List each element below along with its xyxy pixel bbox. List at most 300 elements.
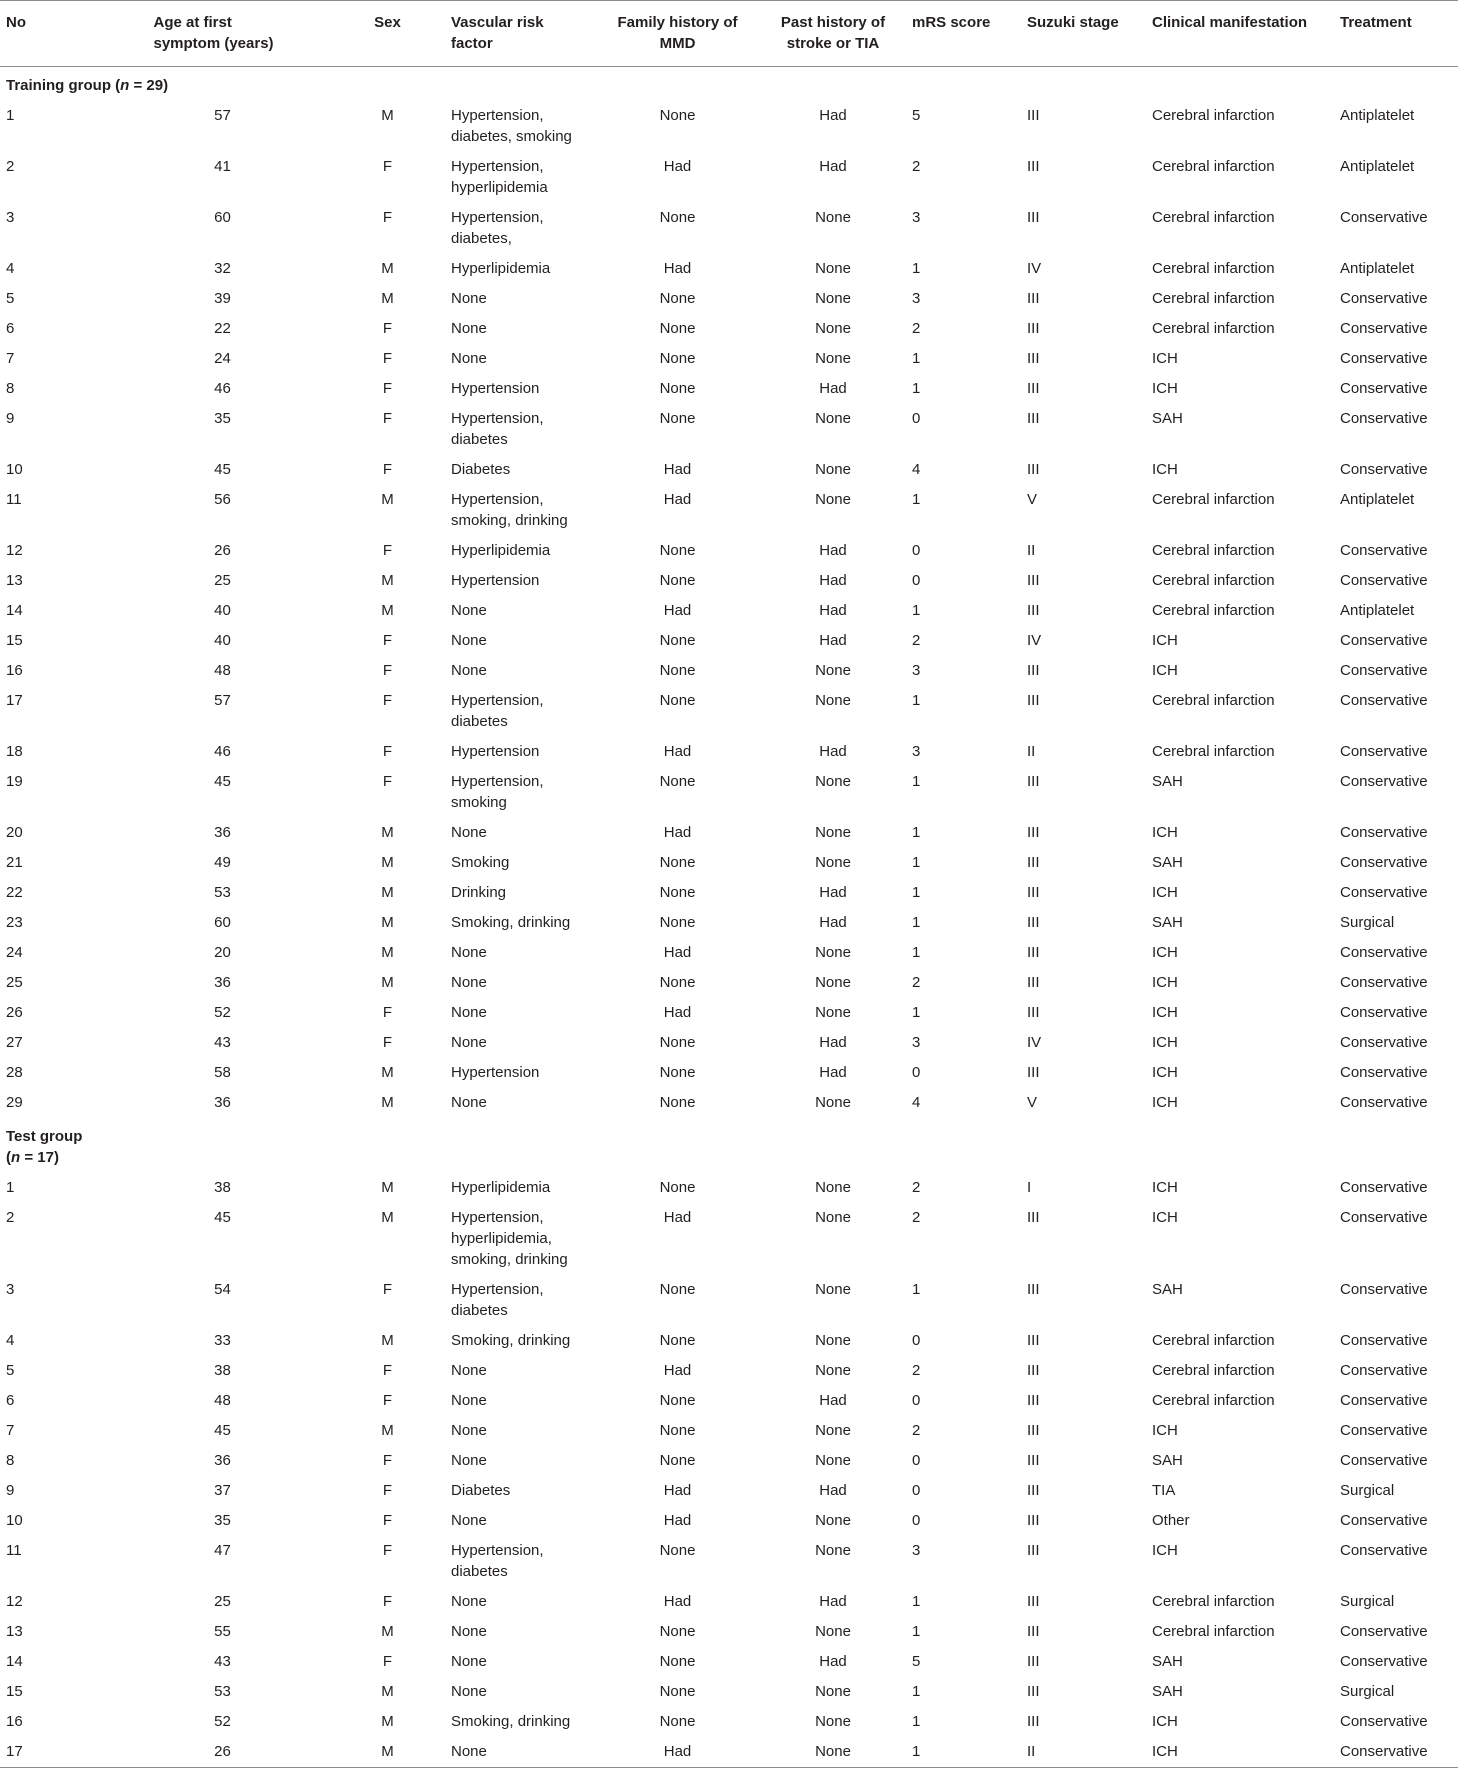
header-age-text: Age at first symptom (years)	[153, 14, 274, 52]
group-row-training	[0, 67, 1458, 102]
cell-treatment: Conservative	[1340, 410, 1428, 427]
cell-mrs: 1	[912, 1004, 921, 1021]
cell-suzuki: III	[1027, 1653, 1040, 1670]
cell-past-history: None	[815, 944, 851, 961]
cell-family-history: None	[659, 884, 696, 901]
table-row	[0, 455, 1458, 485]
cell-family-history: None	[659, 1034, 696, 1051]
cell-family-history: None	[659, 410, 696, 427]
cell-clinical: ICH	[1152, 944, 1178, 961]
table-row	[0, 626, 1458, 656]
cell-suzuki: III	[1027, 1004, 1040, 1021]
cell-suzuki: III	[1027, 824, 1040, 841]
cell-no: 14	[6, 602, 23, 619]
cell-mrs: 0	[912, 1512, 921, 1529]
cell-clinical: ICH	[1152, 1209, 1178, 1226]
cell-vascular-risk: None	[451, 824, 487, 841]
cell-past-history: None	[815, 1542, 851, 1559]
table-row	[0, 1506, 1458, 1536]
table-row	[0, 566, 1458, 596]
cell-age: 55	[214, 1623, 231, 1640]
cell-clinical: ICH	[1152, 1713, 1178, 1730]
cell-sex: F	[382, 380, 393, 397]
cell-family-history: Had	[663, 158, 692, 175]
cell-past-history: None	[815, 1713, 851, 1730]
cell-sex: M	[381, 1713, 394, 1730]
table-row	[0, 485, 1458, 536]
table-row	[0, 1356, 1458, 1386]
cell-mrs: 0	[912, 1482, 921, 1499]
cell-vascular-risk: Hyperlipidemia	[451, 542, 551, 559]
cell-treatment: Conservative	[1340, 461, 1428, 478]
header-no: No	[6, 14, 26, 31]
cell-sex: M	[381, 914, 394, 931]
table-row	[0, 1326, 1458, 1356]
cell-vascular-risk: Hypertension, hyperlipidemia, smoking, drinking	[451, 1209, 568, 1268]
cell-no: 3	[6, 209, 15, 226]
cell-past-history: None	[815, 260, 851, 277]
cell-clinical: Cerebral infarction	[1152, 572, 1275, 589]
cell-suzuki: III	[1027, 320, 1040, 337]
cell-past-history: None	[815, 1094, 851, 1111]
cell-mrs: 1	[912, 824, 921, 841]
cell-past-history: None	[815, 461, 851, 478]
cell-age: 38	[214, 1362, 231, 1379]
cell-clinical: Cerebral infarction	[1152, 1362, 1275, 1379]
cell-clinical: Cerebral infarction	[1152, 290, 1275, 307]
cell-age: 56	[214, 491, 231, 508]
cell-sex: F	[382, 1512, 393, 1529]
cell-sex: F	[382, 320, 393, 337]
cell-treatment: Surgical	[1340, 1593, 1395, 1610]
cell-sex: M	[381, 1623, 394, 1640]
cell-sex: M	[381, 884, 394, 901]
table-body	[0, 67, 1458, 1768]
cell-family-history: None	[659, 542, 696, 559]
cell-mrs: 1	[912, 1743, 921, 1760]
cell-vascular-risk: Hypertension, diabetes	[451, 410, 544, 448]
cell-sex: F	[382, 662, 393, 679]
cell-no: 26	[6, 1004, 23, 1021]
cell-suzuki: III	[1027, 884, 1040, 901]
cell-past-history: None	[815, 1683, 851, 1700]
cell-sex: F	[382, 1542, 393, 1559]
cell-age: 43	[214, 1653, 231, 1670]
cell-age: 43	[214, 1034, 231, 1051]
cell-suzuki: III	[1027, 1623, 1040, 1640]
header-suzuki: Suzuki stage	[1027, 14, 1119, 31]
cell-vascular-risk: Hypertension, smoking	[451, 773, 544, 811]
cell-family-history: Had	[663, 1512, 692, 1529]
cell-sex: M	[381, 1422, 394, 1439]
cell-family-history: None	[659, 320, 696, 337]
cell-vascular-risk: Hypertension, diabetes, smoking	[451, 107, 572, 145]
cell-family-history: None	[659, 350, 696, 367]
cell-age: 41	[214, 158, 231, 175]
cell-mrs: 2	[912, 320, 921, 337]
cell-past-history: None	[815, 773, 851, 790]
cell-family-history: Had	[663, 1004, 692, 1021]
cell-family-history: None	[659, 1094, 696, 1111]
cell-sex: M	[381, 1683, 394, 1700]
cell-past-history: None	[815, 350, 851, 367]
cell-vascular-risk: Drinking	[451, 884, 507, 901]
cell-age: 26	[214, 1743, 231, 1760]
table-row	[0, 101, 1458, 152]
cell-past-history: Had	[819, 380, 847, 397]
cell-treatment: Conservative	[1340, 1743, 1428, 1760]
cell-suzuki: III	[1027, 410, 1040, 427]
cell-suzuki: III	[1027, 944, 1040, 961]
cell-age: 39	[214, 290, 231, 307]
cell-family-history: None	[659, 380, 696, 397]
training-group-label	[0, 67, 1458, 102]
cell-mrs: 1	[912, 884, 921, 901]
table-row	[0, 1707, 1458, 1737]
cell-vascular-risk: None	[451, 602, 487, 619]
cell-no: 21	[6, 854, 23, 871]
table-row	[0, 1647, 1458, 1677]
cell-sex: F	[382, 1281, 393, 1298]
cell-clinical: ICH	[1152, 380, 1178, 397]
cell-age: 60	[214, 209, 231, 226]
cell-mrs: 4	[912, 1094, 921, 1111]
table-row	[0, 374, 1458, 404]
cell-suzuki: III	[1027, 1713, 1040, 1730]
cell-age: 25	[214, 1593, 231, 1610]
cell-clinical: ICH	[1152, 974, 1178, 991]
cell-past-history: Had	[819, 602, 847, 619]
cell-suzuki: V	[1027, 1094, 1038, 1111]
cell-vascular-risk: Diabetes	[451, 1482, 511, 1499]
cell-treatment: Conservative	[1340, 662, 1428, 679]
cell-treatment: Conservative	[1340, 824, 1428, 841]
cell-no: 15	[6, 632, 23, 649]
cell-vascular-risk: None	[451, 1623, 487, 1640]
cell-treatment: Antiplatelet	[1340, 602, 1415, 619]
cell-suzuki: III	[1027, 209, 1040, 226]
cell-sex: F	[382, 1392, 393, 1409]
cell-clinical: Cerebral infarction	[1152, 602, 1275, 619]
cell-treatment: Conservative	[1340, 1512, 1428, 1529]
cell-treatment: Antiplatelet	[1340, 107, 1415, 124]
cell-past-history: None	[815, 1362, 851, 1379]
table-row	[0, 536, 1458, 566]
cell-age: 48	[214, 662, 231, 679]
cell-vascular-risk: None	[451, 1683, 487, 1700]
cell-past-history: None	[815, 1623, 851, 1640]
cell-clinical: Cerebral infarction	[1152, 209, 1275, 226]
table-row	[0, 1677, 1458, 1707]
cell-treatment: Conservative	[1340, 743, 1428, 760]
cell-age: 38	[214, 1179, 231, 1196]
cell-mrs: 1	[912, 350, 921, 367]
cell-mrs: 0	[912, 1332, 921, 1349]
table-row	[0, 938, 1458, 968]
cell-treatment: Conservative	[1340, 1392, 1428, 1409]
cell-past-history: Had	[819, 572, 847, 589]
cell-suzuki: III	[1027, 1512, 1040, 1529]
table-row	[0, 1737, 1458, 1768]
cell-no: 6	[6, 320, 15, 337]
cell-treatment: Conservative	[1340, 209, 1428, 226]
cell-age: 58	[214, 1064, 231, 1081]
cell-sex: M	[381, 944, 394, 961]
cell-sex: F	[382, 542, 393, 559]
cell-family-history: Had	[663, 461, 692, 478]
cell-sex: M	[381, 1209, 394, 1226]
cell-sex: F	[382, 1653, 393, 1670]
cell-clinical: SAH	[1152, 1281, 1183, 1298]
cell-treatment: Conservative	[1340, 1094, 1428, 1111]
cell-no: 8	[6, 380, 15, 397]
cell-suzuki: III	[1027, 290, 1040, 307]
cell-clinical: ICH	[1152, 824, 1178, 841]
cell-vascular-risk: None	[451, 974, 487, 991]
cell-vascular-risk: None	[451, 632, 487, 649]
cell-no: 5	[6, 290, 15, 307]
cell-vascular-risk: None	[451, 1094, 487, 1111]
table-row	[0, 968, 1458, 998]
header-mrs: mRS score	[912, 14, 991, 31]
cell-vascular-risk: Hypertension, diabetes	[451, 692, 544, 730]
cell-clinical: SAH	[1152, 1653, 1183, 1670]
table-row	[0, 1587, 1458, 1617]
cell-past-history: None	[815, 1452, 851, 1469]
cell-no: 3	[6, 1281, 15, 1298]
cell-mrs: 1	[912, 602, 921, 619]
header-age	[115, 1, 330, 67]
cell-no: 11	[6, 491, 22, 508]
cell-age: 52	[214, 1713, 231, 1730]
cell-mrs: 4	[912, 461, 921, 478]
cell-past-history: None	[815, 1512, 851, 1529]
cell-past-history: None	[815, 692, 851, 709]
cell-treatment: Surgical	[1340, 914, 1395, 931]
cell-sex: F	[382, 1362, 393, 1379]
cell-clinical: ICH	[1152, 350, 1178, 367]
cell-family-history: Had	[663, 944, 692, 961]
cell-age: 36	[214, 1094, 231, 1111]
cell-no: 25	[6, 974, 23, 991]
table-row	[0, 1446, 1458, 1476]
cell-clinical: ICH	[1152, 461, 1178, 478]
table-row	[0, 1476, 1458, 1506]
cell-family-history: Had	[663, 491, 692, 508]
table-row	[0, 998, 1458, 1028]
cell-past-history: None	[815, 854, 851, 871]
cell-mrs: 5	[912, 107, 921, 124]
cell-no: 13	[6, 572, 23, 589]
cell-age: 52	[214, 1004, 231, 1021]
cell-suzuki: III	[1027, 1332, 1040, 1349]
cell-sex: M	[381, 602, 394, 619]
cell-sex: M	[381, 290, 394, 307]
cell-family-history: Had	[663, 1593, 692, 1610]
cell-family-history: None	[659, 1653, 696, 1670]
cell-sex: F	[382, 1593, 393, 1610]
cell-suzuki: III	[1027, 1482, 1040, 1499]
cell-clinical: ICH	[1152, 1743, 1178, 1760]
cell-sex: M	[381, 854, 394, 871]
table-row	[0, 1617, 1458, 1647]
cell-mrs: 1	[912, 692, 921, 709]
cell-family-history: None	[659, 209, 696, 226]
cell-sex: F	[382, 632, 393, 649]
cell-treatment: Conservative	[1340, 692, 1428, 709]
test-count: = 17)	[20, 1149, 59, 1166]
cell-no: 27	[6, 1034, 23, 1051]
cell-family-history: None	[659, 1623, 696, 1640]
cell-no: 8	[6, 1452, 15, 1469]
cell-vascular-risk: Hypertension	[451, 380, 540, 397]
cell-past-history: Had	[819, 542, 847, 559]
group-row-test	[0, 1118, 1458, 1173]
table-row	[0, 1536, 1458, 1587]
cell-vascular-risk: Smoking, drinking	[451, 1713, 571, 1730]
cell-no: 10	[6, 1512, 23, 1529]
training-n: n	[120, 77, 130, 94]
cell-clinical: SAH	[1152, 410, 1183, 427]
cell-clinical: Cerebral infarction	[1152, 1332, 1275, 1349]
cell-suzuki: III	[1027, 773, 1040, 790]
cell-clinical: TIA	[1152, 1482, 1176, 1499]
cell-treatment: Conservative	[1340, 944, 1428, 961]
cell-family-history: None	[659, 854, 696, 871]
cell-clinical: Cerebral infarction	[1152, 491, 1275, 508]
cell-suzuki: III	[1027, 107, 1040, 124]
cell-treatment: Conservative	[1340, 1452, 1428, 1469]
cell-no: 12	[6, 542, 23, 559]
cell-past-history: Had	[819, 158, 847, 175]
cell-sex: M	[381, 1064, 394, 1081]
cell-age: 33	[214, 1332, 231, 1349]
cell-sex: M	[381, 572, 394, 589]
cell-vascular-risk: Hypertension	[451, 572, 540, 589]
cell-mrs: 2	[912, 1362, 921, 1379]
cell-family-history: None	[659, 1713, 696, 1730]
cell-mrs: 1	[912, 854, 921, 871]
cell-family-history: None	[659, 974, 696, 991]
cell-clinical: Cerebral infarction	[1152, 542, 1275, 559]
cell-mrs: 1	[912, 1593, 921, 1610]
cell-suzuki: III	[1027, 1593, 1040, 1610]
cell-no: 17	[6, 1743, 23, 1760]
cell-family-history: Had	[663, 743, 692, 760]
table-row	[0, 254, 1458, 284]
cell-mrs: 1	[912, 491, 921, 508]
cell-age: 49	[214, 854, 231, 871]
cell-mrs: 3	[912, 1034, 921, 1051]
cell-family-history: None	[659, 1281, 696, 1298]
cell-vascular-risk: None	[451, 1004, 487, 1021]
cell-mrs: 1	[912, 380, 921, 397]
cell-sex: F	[382, 209, 393, 226]
header-vascular-risk: Vascular risk factor	[451, 14, 544, 52]
table-row	[0, 1416, 1458, 1446]
header-row	[0, 1, 1458, 67]
cell-sex: M	[381, 1332, 394, 1349]
cell-mrs: 2	[912, 974, 921, 991]
cell-mrs: 1	[912, 1713, 921, 1730]
cell-age: 48	[214, 1392, 231, 1409]
cell-age: 53	[214, 1683, 231, 1700]
cell-treatment: Conservative	[1340, 320, 1428, 337]
cell-treatment: Conservative	[1340, 1004, 1428, 1021]
cell-suzuki: III	[1027, 461, 1040, 478]
table-row	[0, 1028, 1458, 1058]
test-open-paren: (	[6, 1149, 11, 1166]
cell-age: 45	[214, 1422, 231, 1439]
cell-vascular-risk: Smoking, drinking	[451, 914, 571, 931]
cell-age: 20	[214, 944, 231, 961]
cell-suzuki: III	[1027, 380, 1040, 397]
cell-clinical: ICH	[1152, 1064, 1178, 1081]
cell-no: 4	[6, 260, 15, 277]
cell-family-history: None	[659, 662, 696, 679]
cell-age: 35	[214, 410, 231, 427]
cell-past-history: Had	[819, 1392, 847, 1409]
cell-vascular-risk: Hypertension, hyperlipidemia	[451, 158, 548, 196]
cell-past-history: None	[815, 290, 851, 307]
cell-clinical: ICH	[1152, 662, 1178, 679]
cell-mrs: 2	[912, 1422, 921, 1439]
cell-past-history: Had	[819, 1653, 847, 1670]
cell-past-history: None	[815, 1179, 851, 1196]
cell-suzuki: III	[1027, 662, 1040, 679]
cell-sex: F	[382, 692, 393, 709]
cell-sex: M	[381, 1094, 394, 1111]
cell-family-history: None	[659, 1392, 696, 1409]
test-group-label	[0, 1118, 1458, 1173]
cell-past-history: Had	[819, 914, 847, 931]
table-row	[0, 1275, 1458, 1326]
table-row	[0, 596, 1458, 626]
cell-no: 9	[6, 410, 15, 427]
cell-treatment: Conservative	[1340, 1422, 1428, 1439]
cell-age: 60	[214, 914, 231, 931]
cell-clinical: ICH	[1152, 1094, 1178, 1111]
cell-no: 4	[6, 1332, 15, 1349]
cell-no: 2	[6, 1209, 15, 1226]
cell-treatment: Antiplatelet	[1340, 260, 1415, 277]
cell-vascular-risk: None	[451, 1452, 487, 1469]
cell-clinical: ICH	[1152, 1422, 1178, 1439]
cell-no: 11	[6, 1542, 22, 1559]
cell-mrs: 0	[912, 572, 921, 589]
cell-no: 12	[6, 1593, 23, 1610]
cell-sex: F	[382, 1004, 393, 1021]
cell-past-history: None	[815, 1004, 851, 1021]
cell-vascular-risk: Hypertension, diabetes	[451, 1281, 544, 1319]
cell-sex: M	[381, 1179, 394, 1196]
table-row	[0, 767, 1458, 818]
cell-past-history: None	[815, 1422, 851, 1439]
cell-no: 18	[6, 743, 23, 760]
cell-mrs: 0	[912, 542, 921, 559]
cell-vascular-risk: None	[451, 1034, 487, 1051]
cell-mrs: 0	[912, 1452, 921, 1469]
table-row	[0, 737, 1458, 767]
cell-past-history: None	[815, 410, 851, 427]
cell-age: 54	[214, 1281, 231, 1298]
table-row	[0, 344, 1458, 374]
cell-age: 46	[214, 743, 231, 760]
cell-sex: F	[382, 410, 393, 427]
table-row	[0, 908, 1458, 938]
cell-treatment: Conservative	[1340, 1362, 1428, 1379]
cell-no: 28	[6, 1064, 23, 1081]
